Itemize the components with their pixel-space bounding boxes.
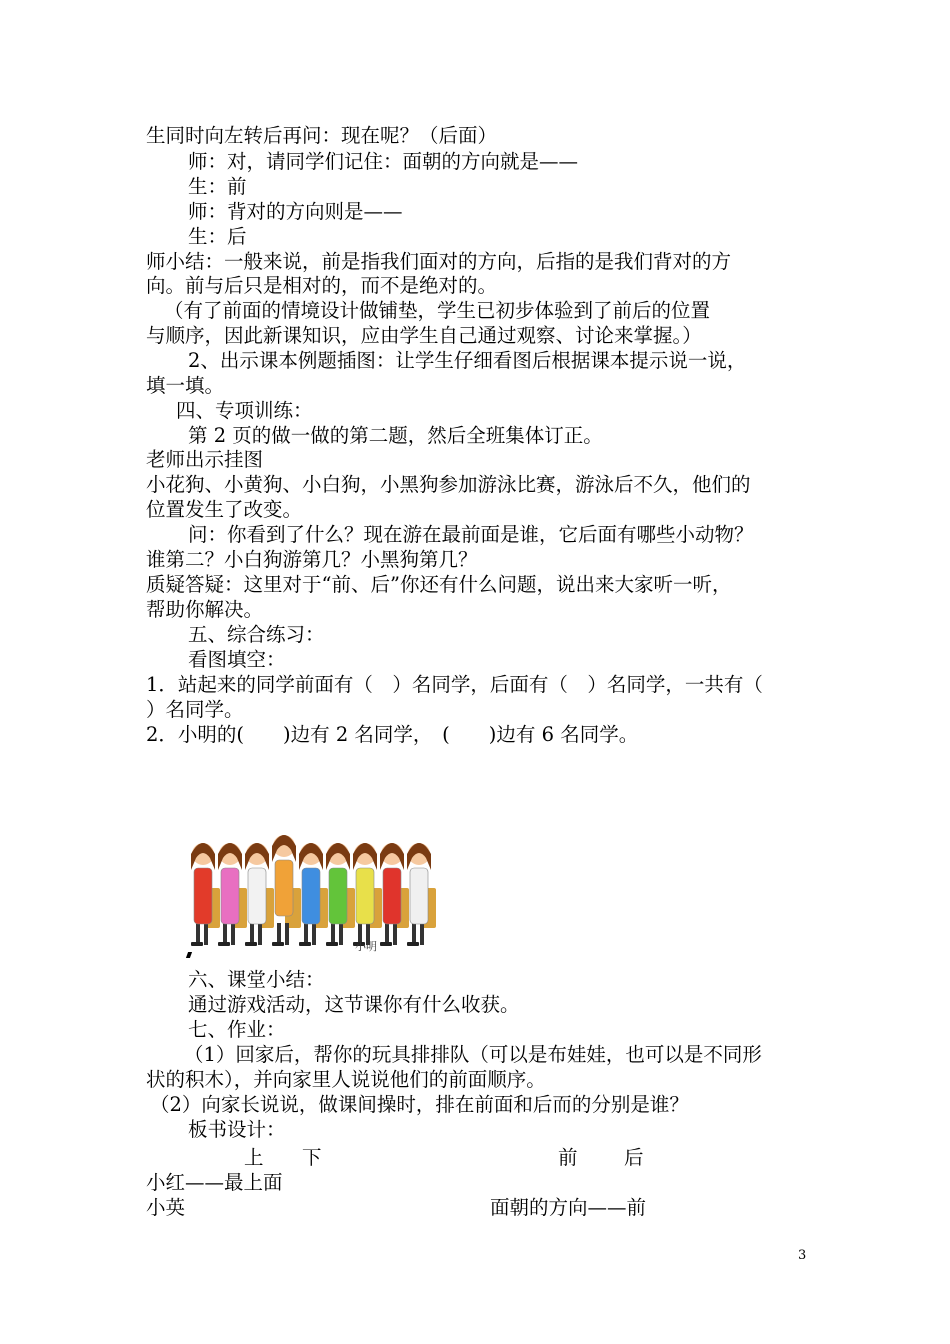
leg-shape bbox=[196, 923, 200, 945]
leg-shape bbox=[331, 923, 335, 945]
shoe-shape bbox=[299, 942, 311, 946]
text-line: 质疑答疑：这里对于“前、后”你还有什么问题，说出来大家听一听， bbox=[146, 573, 732, 596]
shirt-shape bbox=[194, 868, 212, 924]
leg-shape bbox=[339, 923, 343, 945]
board-row: 小红——最上面 bbox=[146, 1171, 283, 1194]
text-line: 2、出示课本例题插图：让学生仔细看图后根据课本提示说一说， bbox=[188, 349, 747, 372]
text-line: 帮助你解决。 bbox=[146, 598, 264, 621]
leg-shape bbox=[312, 923, 316, 945]
text-line: （1）回家后，帮你的玩具排排队（可以是布娃娃，也可以是不同形 bbox=[184, 1043, 762, 1066]
student-figure bbox=[380, 843, 409, 946]
board-row: 面朝的方向——前 bbox=[490, 1196, 647, 1219]
text-line: 生：前 bbox=[188, 175, 247, 198]
leg-shape bbox=[412, 923, 416, 945]
text-line: 生同时向左转后再问：现在呢？（后面） bbox=[146, 124, 498, 147]
leg-shape bbox=[223, 923, 227, 945]
text-line: 填一填。 bbox=[146, 374, 225, 397]
shoe-shape bbox=[272, 942, 284, 946]
shoe-shape bbox=[245, 942, 257, 946]
text-line: 师小结：一般来说，前是指我们面对的方向，后指的是我们背对的方 bbox=[146, 250, 732, 273]
student-figure bbox=[299, 843, 328, 946]
shoe-shape bbox=[191, 942, 203, 946]
text-line: 与顺序，因此新课知识，应由学生自己通过观察、讨论来掌握。） bbox=[146, 324, 702, 347]
page-number: 3 bbox=[798, 1248, 807, 1263]
section-heading: 五、综合练习： bbox=[188, 623, 325, 646]
shoe-shape bbox=[380, 942, 392, 946]
board-label-hou: 后 bbox=[624, 1146, 644, 1169]
leg-shape bbox=[231, 923, 235, 945]
leg-shape bbox=[277, 923, 281, 945]
student-figure bbox=[407, 843, 436, 946]
text-line: 第 2 页的做一做的第二题，然后全班集体订正。 bbox=[188, 424, 603, 447]
student-figure bbox=[191, 843, 220, 946]
text-line: 老师出示挂图 bbox=[146, 448, 264, 471]
board-label-xia: 下 bbox=[302, 1146, 322, 1169]
section-heading: 板书设计： bbox=[188, 1118, 286, 1141]
exercise-line: ）名同学。 bbox=[146, 698, 244, 721]
board-row: 小英 bbox=[146, 1196, 186, 1219]
text-line: 通过游戏活动，这节课你有什么收获。 bbox=[188, 993, 520, 1016]
text-line: 位置发生了改变。 bbox=[146, 498, 303, 521]
shoe-shape bbox=[326, 942, 338, 946]
leg-shape bbox=[304, 923, 308, 945]
shirt-shape bbox=[329, 868, 347, 924]
shirt-shape bbox=[221, 868, 239, 924]
leg-shape bbox=[285, 923, 289, 945]
leg-shape bbox=[385, 923, 389, 945]
leg-shape bbox=[204, 923, 208, 945]
student-figure bbox=[326, 843, 355, 946]
section-heading: 七、作业： bbox=[188, 1018, 286, 1041]
board-label-shang: 上 bbox=[244, 1146, 264, 1169]
shirt-shape bbox=[275, 860, 293, 916]
text-line: （有了前面的情境设计做铺垫，学生已初步体验到了前后的位置 bbox=[164, 299, 711, 322]
student-figure bbox=[245, 843, 274, 946]
section-heading: 四、专项训练： bbox=[176, 399, 313, 422]
text-line: 生：后 bbox=[188, 225, 247, 248]
leg-shape bbox=[250, 923, 254, 945]
student-figure bbox=[218, 843, 247, 946]
text-line: 向。前与后只是相对的，而不是绝对的。 bbox=[146, 274, 498, 297]
text-line: 师：背对的方向则是—— bbox=[188, 200, 403, 223]
text-line: 师：对，请同学们记住：面朝的方向就是—— bbox=[188, 150, 579, 173]
leg-shape bbox=[393, 923, 397, 945]
shirt-shape bbox=[248, 868, 266, 924]
exercise-line: 2．小明的( )边有 2 名同学， ( )边有 6 名同学。 bbox=[146, 723, 639, 746]
shirt-shape bbox=[302, 868, 320, 924]
text-line: 看图填空： bbox=[188, 648, 286, 671]
student-figure bbox=[353, 843, 382, 946]
board-label-qian: 前 bbox=[558, 1146, 578, 1169]
exercise-line: 1．站起来的同学前面有（ ）名同学，后面有（ ）名同学，一共有（ bbox=[146, 673, 763, 696]
shirt-shape bbox=[410, 868, 428, 924]
student-figure bbox=[272, 835, 301, 946]
shoe-shape bbox=[218, 942, 230, 946]
text-line: 问：你看到了什么？现在游在最前面是谁，它后面有哪些小动物？ bbox=[188, 523, 754, 546]
text-line: 状的积木），并向家里人说说他们的前面顺序。 bbox=[146, 1068, 546, 1091]
leg-shape bbox=[258, 923, 262, 945]
text-line: 谁第二？小白狗游第几？小黑狗第几？ bbox=[146, 548, 478, 571]
section-heading: 六、课堂小结： bbox=[188, 968, 325, 991]
text-line: 小花狗、小黄狗、小白狗，小黑狗参加游泳比赛，游泳后不久，他们的 bbox=[146, 473, 751, 496]
shirt-shape bbox=[383, 868, 401, 924]
shoe-shape bbox=[407, 942, 419, 946]
leg-shape bbox=[420, 923, 424, 945]
figure-caption: 小明 bbox=[355, 940, 377, 953]
students-figure bbox=[186, 818, 440, 958]
shirt-shape bbox=[356, 868, 374, 924]
text-line: （2）向家长说说，做课间操时，排在前面和后而的分别是谁？ bbox=[150, 1093, 689, 1116]
